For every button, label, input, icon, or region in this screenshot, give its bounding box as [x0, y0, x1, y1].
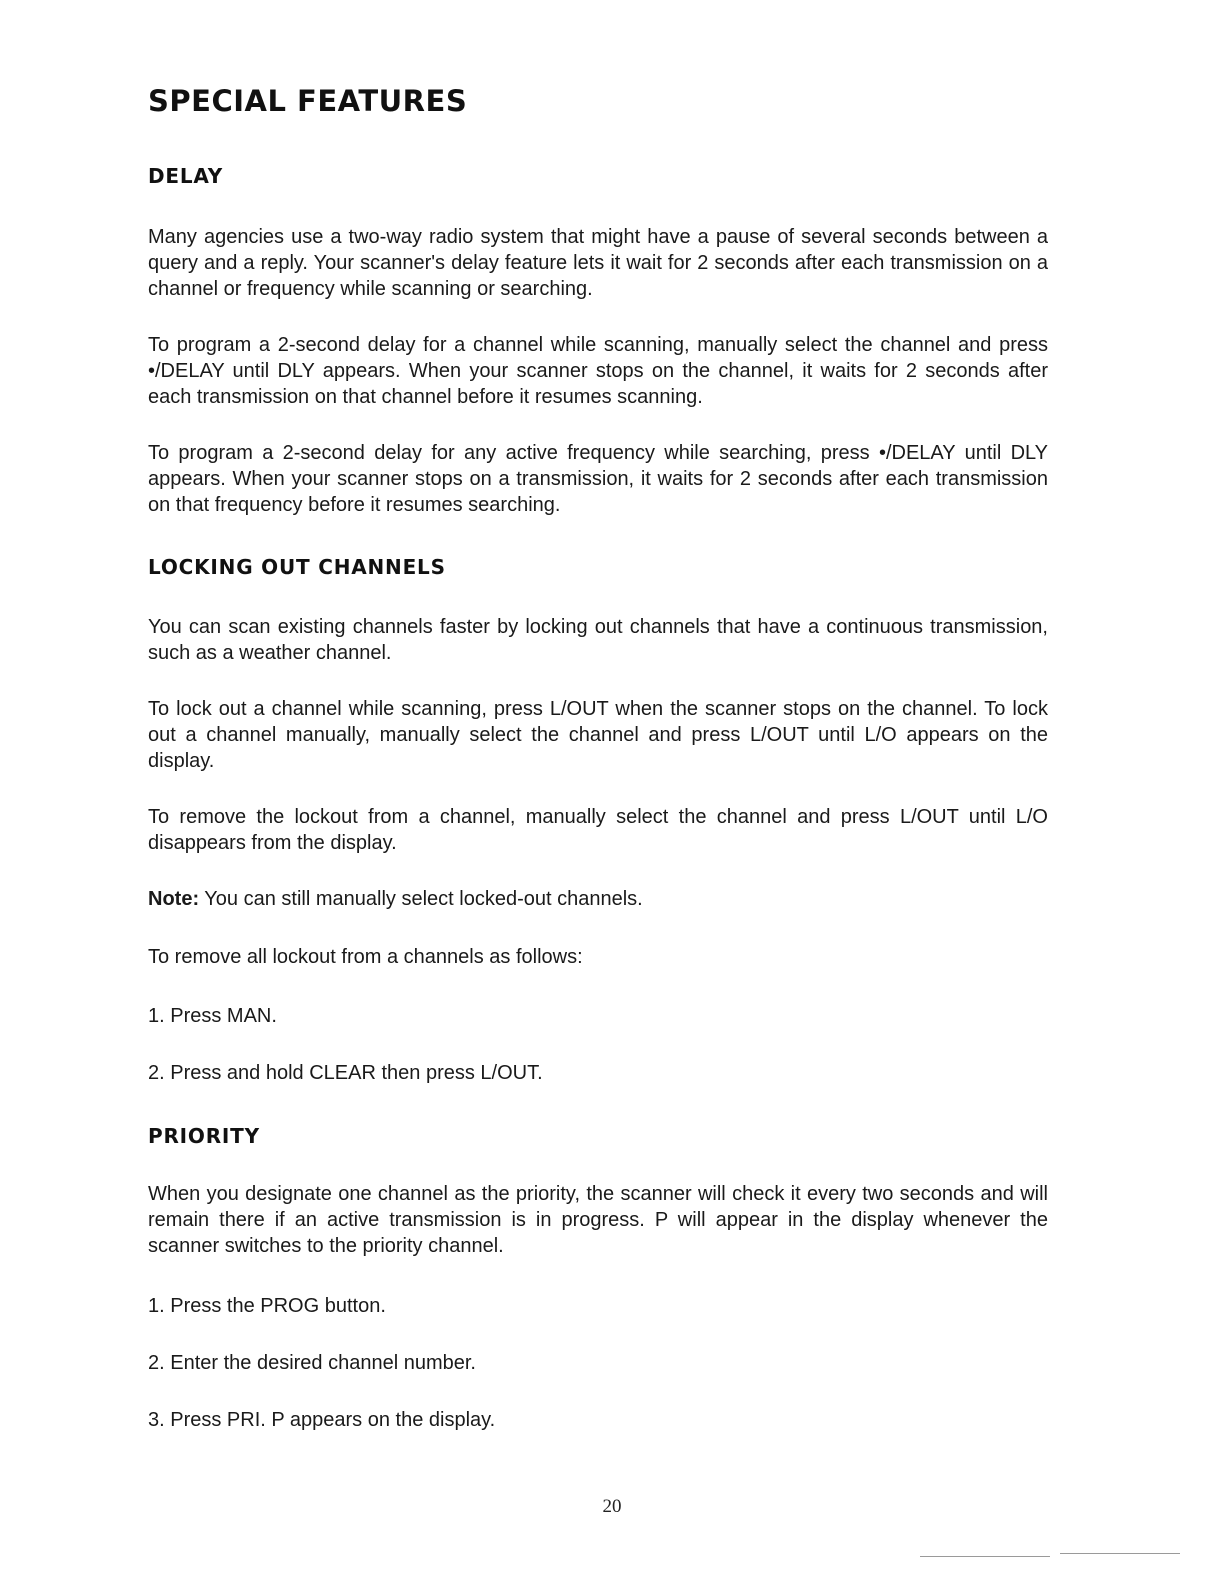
lockout-intro: To remove all lockout from a channels as follows: — [148, 946, 583, 968]
delay-heading: DELAY — [148, 164, 224, 188]
lockout-step: 1. Press MAN. — [148, 1005, 277, 1027]
scan-artifact-line — [920, 1556, 1050, 1557]
lockout-paragraph: To remove the lockout from a channel, manually select the channel and press L/OUT until L/O disappears from the display. — [148, 806, 1048, 854]
priority-paragraph: When you designate one channel as the priority, the scanner will check it every two seconds and will remain there if an active transmission is in progress. P will appear in the display whenever the scanner switches to the priority channel. — [148, 1183, 1048, 1257]
priority-step: 1. Press the PROG button. — [148, 1295, 386, 1317]
lockout-paragraph: You can scan existing channels faster by locking out channels that have a continuous transmission, such as a weather channel. — [148, 616, 1048, 664]
note-label: Note: — [148, 888, 200, 910]
lockout-step: 2. Press and hold CLEAR then press L/OUT. — [148, 1062, 543, 1084]
page-number: 20 — [602, 1496, 622, 1517]
scan-artifact-line — [1060, 1553, 1180, 1554]
page-title: SPECIAL FEATURES — [148, 84, 468, 118]
note-text: You can still manually select locked-out channels. — [199, 888, 643, 910]
priority-heading: PRIORITY — [148, 1124, 260, 1148]
delay-paragraph: To program a 2-second delay for any active frequency while searching, press •/DELAY until DLY appears. When your scanner stops on a transmission, it waits for 2 seconds after each transmission on that frequency before it resumes searching. — [148, 442, 1048, 516]
delay-paragraph: To program a 2-second delay for a channel while scanning, manually select the channel and press •/DELAY until DLY appears. When your scanner stops on the channel, it waits for 2 seconds after each transmission on that channel before it resumes scanning. — [148, 334, 1048, 408]
delay-paragraph: Many agencies use a two-way radio system that might have a pause of several seconds between a query and a reply. Your scanner's delay feature lets it wait for 2 seconds after each transmission on a channel or frequency while scanning or searching. — [148, 226, 1048, 300]
lockout-note — [148, 886, 1048, 912]
priority-step: 2. Enter the desired channel number. — [148, 1352, 476, 1374]
lockout-paragraph: To lock out a channel while scanning, press L/OUT when the scanner stops on the channel. To lock out a channel manually, manually select the channel and press L/OUT until L/O appears on the display. — [148, 698, 1048, 772]
lockout-heading: LOCKING OUT CHANNELS — [148, 555, 446, 579]
priority-step: 3. Press PRI. P appears on the display. — [148, 1409, 496, 1431]
